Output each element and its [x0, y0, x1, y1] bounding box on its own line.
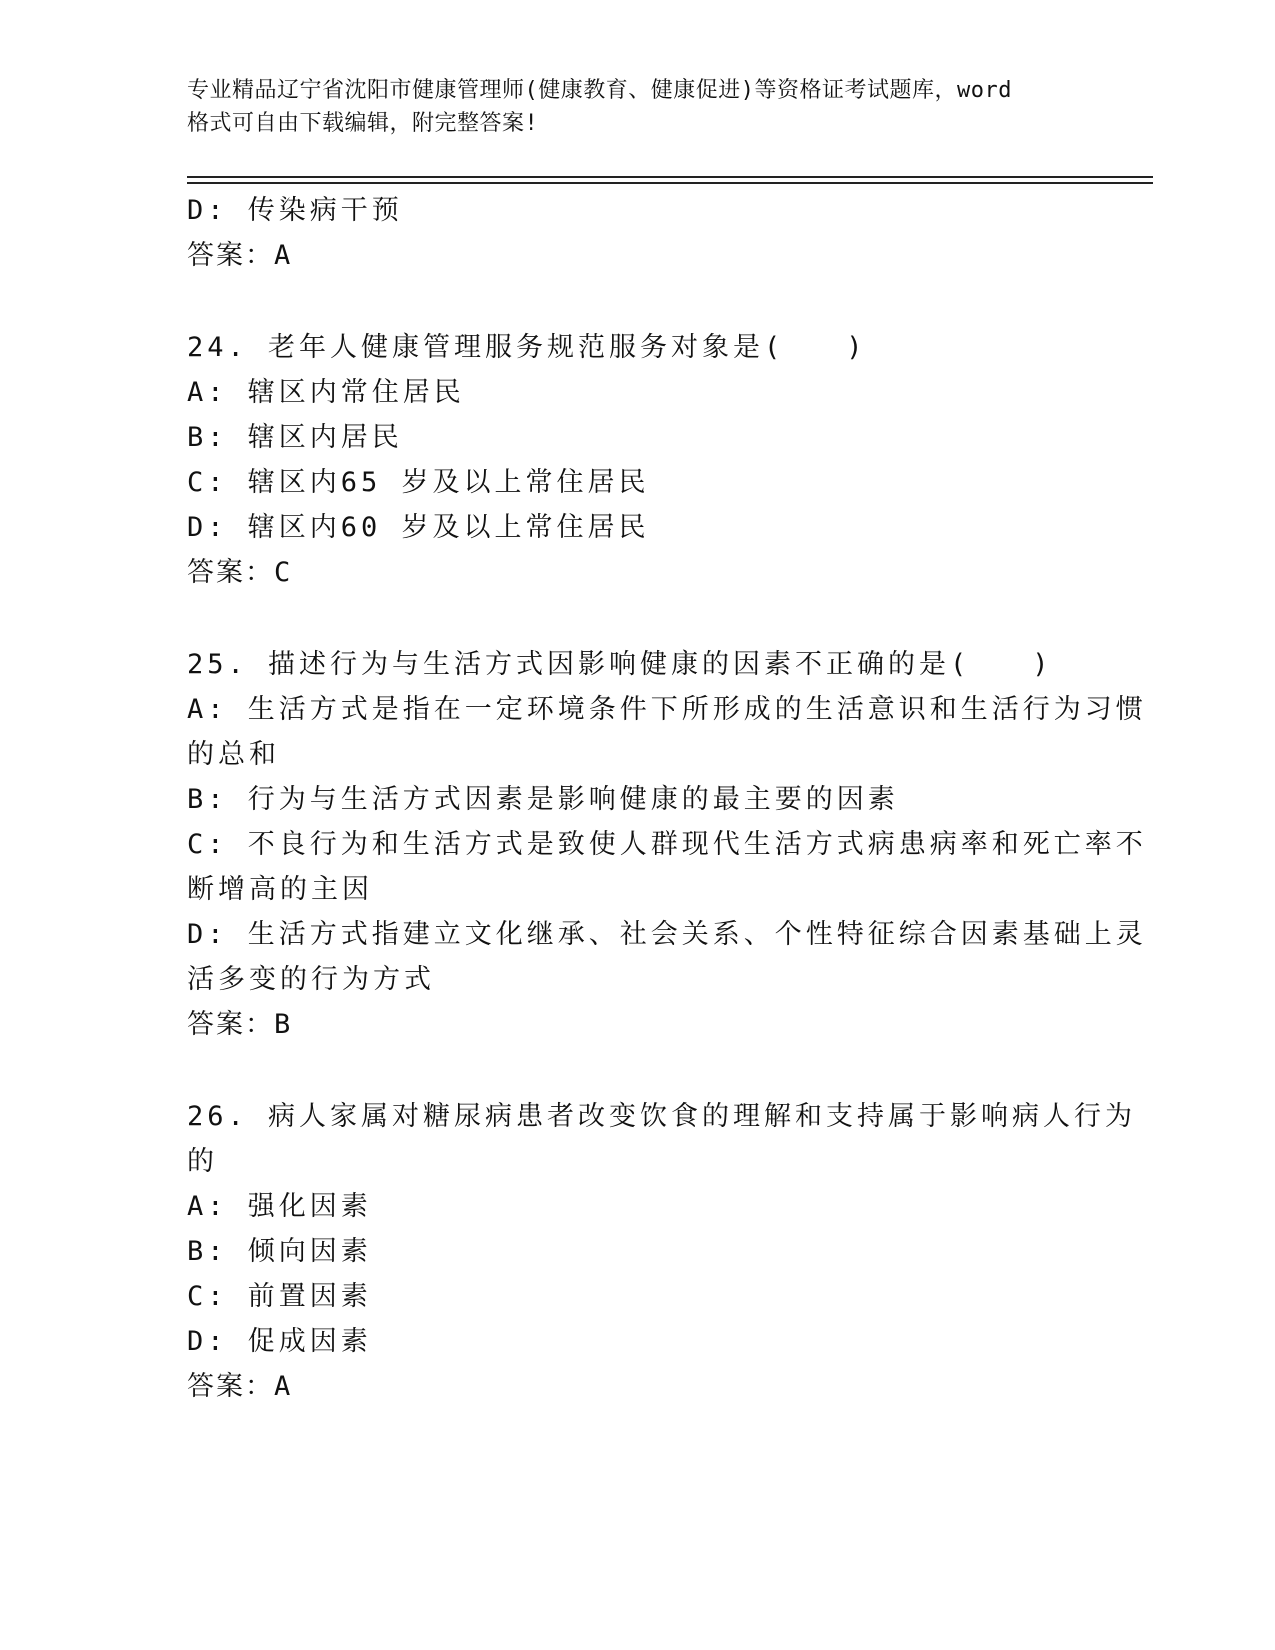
question-spacer — [187, 278, 1087, 325]
header-divider-bottom — [187, 182, 1153, 184]
option-a-continuation: 的总和 — [187, 739, 280, 770]
answer-line: 答案：A — [187, 1371, 293, 1402]
option-b: B: 辖区内居民 — [187, 422, 403, 453]
answer-line: 答案：A — [187, 240, 293, 271]
option-c: C: 不良行为和生活方式是致使人群现代生活方式病患病率和死亡率不 — [187, 829, 1147, 860]
option-b: B: 倾向因素 — [187, 1236, 372, 1267]
previous-question-tail — [187, 188, 1087, 278]
answer-line: 答案：C — [187, 557, 293, 588]
option-a: A: 强化因素 — [187, 1191, 372, 1222]
header-divider-top — [187, 176, 1153, 178]
option-d: D: 促成因素 — [187, 1326, 372, 1357]
option-c-continuation: 断增高的主因 — [187, 874, 373, 905]
question-stem: 26. 病人家属对糖尿病患者改变饮食的理解和支持属于影响病人行为 — [187, 1101, 1137, 1132]
question-stem-continuation: 的 — [187, 1146, 218, 1177]
answer-line: 答案：B — [187, 1009, 293, 1040]
question-spacer — [187, 1047, 1087, 1094]
option-a: A: 辖区内常住居民 — [187, 377, 465, 408]
option-d-continuation: 活多变的行为方式 — [187, 964, 435, 995]
header-line-2: 格式可自由下载编辑，附完整答案! — [187, 111, 539, 136]
question-24 — [187, 325, 1087, 595]
question-26 — [187, 1094, 1137, 1409]
option-c: C: 前置因素 — [187, 1281, 372, 1312]
option-d: D: 生活方式指建立文化继承、社会关系、个性特征综合因素基础上灵 — [187, 919, 1147, 950]
question-25 — [187, 642, 1147, 1047]
question-spacer — [187, 595, 1087, 642]
option-a: A: 生活方式是指在一定环境条件下所形成的生活意识和生活行为习惯 — [187, 694, 1147, 725]
option-d: D: 传染病干预 — [187, 195, 403, 226]
document-header — [187, 74, 1087, 140]
option-b: B: 行为与生活方式因素是影响健康的最主要的因素 — [187, 784, 899, 815]
option-c: C: 辖区内65 岁及以上常住居民 — [187, 467, 650, 498]
option-d: D: 辖区内60 岁及以上常住居民 — [187, 512, 650, 543]
question-stem: 24. 老年人健康管理服务规范服务对象是( ) — [187, 332, 867, 363]
question-content — [187, 188, 1147, 1409]
header-line-1: 专业精品辽宁省沈阳市健康管理师(健康教育、健康促进)等资格证考试题库，word — [187, 78, 1012, 103]
question-stem: 25. 描述行为与生活方式因影响健康的因素不正确的是( ) — [187, 649, 1053, 680]
